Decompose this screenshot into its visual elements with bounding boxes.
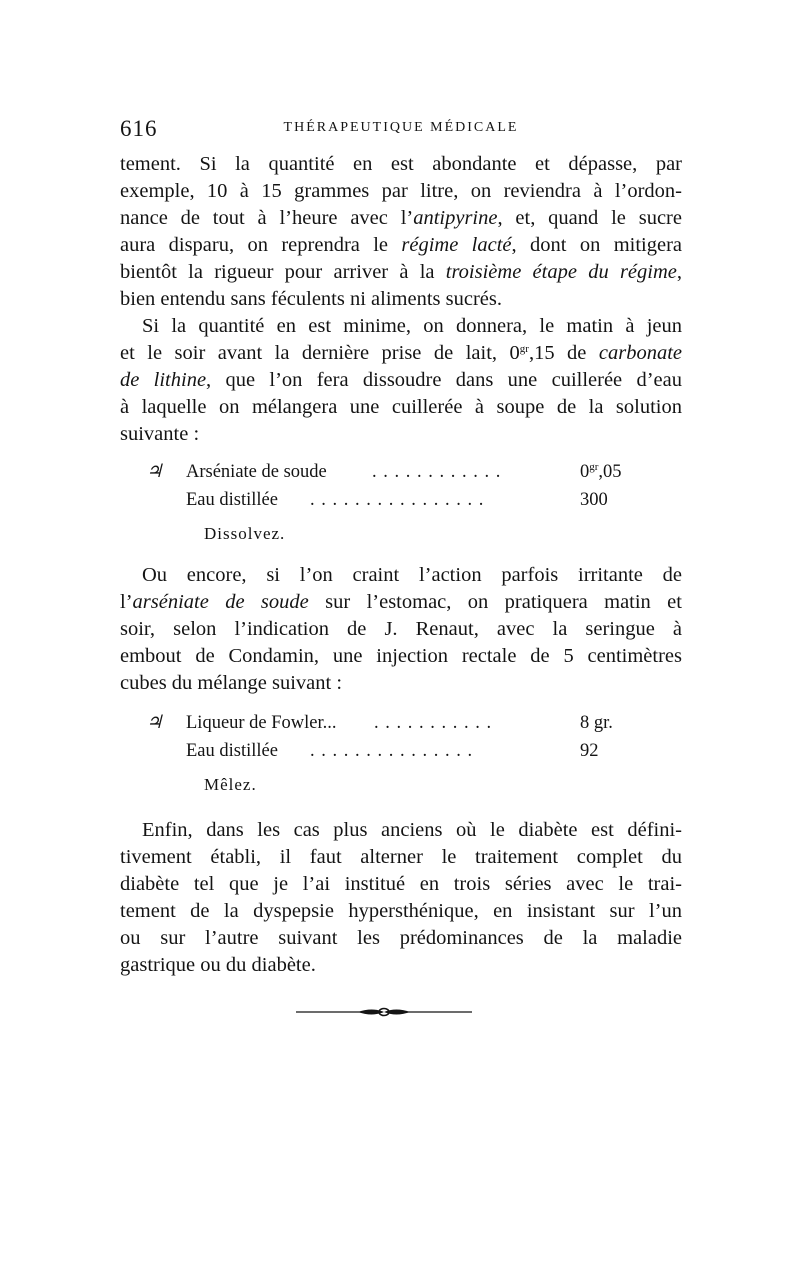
text-line: gastrique ou du diabète. [120, 954, 316, 976]
text-line: soir, selon l’indication de J. Renaut, avec la seringue à [120, 618, 682, 640]
text-line: cubes du mélange suivant : [120, 672, 343, 694]
ingredient-quantity: 92 [580, 741, 599, 761]
text-line: tivement établi, il faut alterner le traitement complet du [120, 846, 682, 868]
formula-instruction: Dissolvez. [204, 524, 286, 543]
ingredient-quantity: $0^{gr},05$ [580, 461, 622, 482]
text-line: aura disparu, on reprendra le régime lacté, dont on mitigera [120, 234, 682, 256]
end-ornament-icon [296, 1005, 472, 1019]
text-line: de lithine, que l’on fera dissoudre dans une cuillerée d’eau [120, 369, 682, 391]
formula-row [146, 458, 666, 486]
prescription-formula-1 [146, 458, 666, 543]
text-line: exemple, 10 à 15 grammes par litre, on reviendra à l’ordon- [120, 180, 682, 202]
formula-row [146, 737, 666, 765]
text-line: tement de la dyspepsie hypersthénique, en insistant sur l’un [120, 900, 682, 922]
leader-dots: . . . . . . . . . . . [374, 713, 493, 733]
text-line: Ou encore, si l’on craint l’action parfois irritante de [142, 564, 682, 586]
page-number: 616 [120, 116, 158, 141]
leader-dots: . . . . . . . . . . . . . . . [310, 741, 474, 761]
text-line: Si la quantité en est minime, on donnera, le matin à jeun [142, 315, 682, 337]
text-line: diabète tel que je l’ai institué en trois séries avec le trai- [120, 873, 682, 895]
text-line: Enfin, dans les cas plus anciens où le diabète est défini- [142, 819, 682, 841]
running-title: THÉRAPEUTIQUE MÉDICALE [283, 120, 519, 135]
text-line: et le soir avant la dernière prise de lait, $0^{gr},15$ de carbonate [120, 342, 682, 364]
text-line: tement. Si la quantité en est abondante et dépasse, par [120, 153, 682, 175]
recipe-symbol: ♃ [146, 713, 163, 733]
text-line: bientôt la rigueur pour arriver à la troisième étape du régime, [120, 261, 682, 283]
ingredient-name: Eau distillée [186, 741, 278, 761]
leader-dots: . . . . . . . . . . . . [372, 462, 502, 482]
text-line: à laquelle on mélangera une cuillerée à soupe de la solution [120, 396, 682, 418]
ingredient-name: Arséniate de soude [186, 462, 327, 482]
paragraph-2 [120, 313, 682, 448]
ingredient-name: Eau distillée [186, 490, 278, 510]
ingredient-quantity: 300 [580, 490, 608, 510]
formula-row [146, 486, 666, 514]
text-line: nance de tout à l’heure avec l’antipyrine, et, quand le sucre [120, 207, 682, 229]
running-head [120, 116, 682, 146]
ingredient-quantity: 8 gr. [580, 713, 613, 733]
text-line: ou sur l’autre suivant les prédominances de la maladie [120, 927, 682, 949]
recipe-symbol: ♃ [146, 462, 163, 482]
text-line: embout de Condamin, une injection rectale de 5 centimètres [120, 645, 682, 667]
leader-dots: . . . . . . . . . . . . . . . . [310, 490, 485, 510]
text-line: bien entendu sans féculents ni aliments sucrés. [120, 288, 502, 310]
formula-instruction: Mêlez. [204, 775, 257, 794]
prescription-formula-2 [146, 709, 666, 794]
formula-row [146, 709, 666, 737]
text-line: suivante : [120, 423, 200, 445]
text-line: l’arséniate de soude sur l’estomac, on pratiquera matin et [120, 591, 682, 613]
paragraph-1 [120, 151, 682, 313]
paragraph-4 [120, 817, 682, 979]
ingredient-name: Liqueur de Fowler... [186, 713, 337, 733]
paragraph-3 [120, 562, 682, 697]
